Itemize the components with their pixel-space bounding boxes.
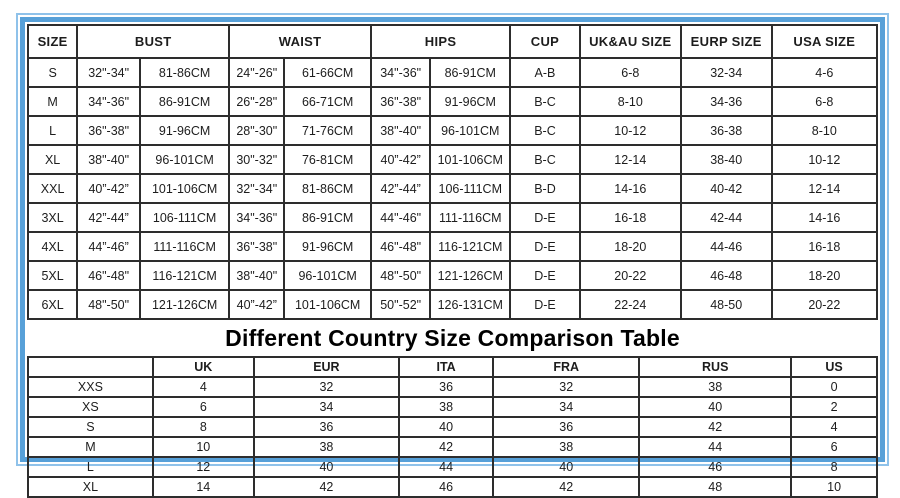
table-cell: 34"-36" — [371, 58, 430, 87]
header-bust: BUST — [77, 25, 229, 58]
table-cell: 38-40 — [681, 145, 772, 174]
table-cell: 8 — [791, 457, 877, 477]
table-cell: 61-66CM — [284, 58, 371, 87]
table-cell: 6-8 — [772, 87, 877, 116]
row-label-cell: M — [28, 87, 77, 116]
table-cell: 28"-30" — [229, 116, 284, 145]
table-cell: 44”-46” — [77, 232, 140, 261]
table-cell: 38"-40" — [77, 145, 140, 174]
inner-blue-frame — [20, 17, 885, 494]
table-cell: 38 — [493, 437, 639, 457]
table-cell: 86-91CM — [284, 203, 371, 232]
table-cell: 32 — [254, 377, 399, 397]
table-cell: 46"-48" — [371, 232, 430, 261]
table-cell: 48-50 — [681, 290, 772, 319]
table-cell: 4-6 — [772, 58, 877, 87]
row-label-cell: L — [28, 457, 153, 477]
table-cell: 2 — [791, 397, 877, 417]
header-blank — [28, 357, 153, 377]
row-label-cell: 4XL — [28, 232, 77, 261]
table-cell: 40-42 — [681, 174, 772, 203]
table-cell: 42 — [493, 477, 639, 497]
table-cell: 42 — [639, 417, 791, 437]
table-cell: 40”-42” — [229, 290, 284, 319]
row-label-cell: L — [28, 116, 77, 145]
row-label-cell: XS — [28, 397, 153, 417]
row-label-cell: S — [28, 58, 77, 87]
table-cell: 116-121CM — [430, 232, 510, 261]
table-cell: 101-106CM — [284, 290, 371, 319]
table-cell: 26"-28" — [229, 87, 284, 116]
table-cell: 81-86CM — [140, 58, 229, 87]
table-cell: 86-91CM — [140, 87, 229, 116]
header-eurp-size: EURP SIZE — [681, 25, 772, 58]
table-cell: 32"-34" — [229, 174, 284, 203]
table-cell: 106-111CM — [430, 174, 510, 203]
table-cell: D-E — [510, 232, 580, 261]
table-row — [28, 145, 877, 174]
row-label-cell: 6XL — [28, 290, 77, 319]
table-cell: 66-71CM — [284, 87, 371, 116]
table-cell: 12-14 — [580, 145, 681, 174]
table-cell: 46"-48" — [77, 261, 140, 290]
table-cell: 91-96CM — [284, 232, 371, 261]
table-cell: 36"-38" — [229, 232, 284, 261]
header-rus: RUS — [639, 357, 791, 377]
table-cell: 96-101CM — [430, 116, 510, 145]
table-cell: 30"-32" — [229, 145, 284, 174]
table-cell: 38"-40" — [371, 116, 430, 145]
header-waist: WAIST — [229, 25, 371, 58]
table-cell: 10-12 — [772, 145, 877, 174]
table-row — [28, 261, 877, 290]
header-uk-au-size: UK&AU SIZE — [580, 25, 681, 58]
table-cell: 81-86CM — [284, 174, 371, 203]
table-cell: 38 — [254, 437, 399, 457]
table-cell: 20-22 — [580, 261, 681, 290]
table-cell: 36-38 — [681, 116, 772, 145]
table-cell: 46 — [399, 477, 493, 497]
table-cell: 50"-52" — [371, 290, 430, 319]
table-cell: 10 — [791, 477, 877, 497]
table-cell: 126-131CM — [430, 290, 510, 319]
table-cell: 6-8 — [580, 58, 681, 87]
header-eur: EUR — [254, 357, 399, 377]
row-label-cell: XL — [28, 477, 153, 497]
table-cell: B-D — [510, 174, 580, 203]
table-cell: 40 — [639, 397, 791, 417]
table-cell: 111-116CM — [140, 232, 229, 261]
table-cell: 48"-50" — [77, 290, 140, 319]
table-cell: 0 — [791, 377, 877, 397]
table-cell: 121-126CM — [140, 290, 229, 319]
header-size: SIZE — [28, 25, 77, 58]
table-cell: 34-36 — [681, 87, 772, 116]
table-cell: 12 — [153, 457, 254, 477]
row-label-cell: XL — [28, 145, 77, 174]
table-row — [28, 232, 877, 261]
header-uk: UK — [153, 357, 254, 377]
table-cell: 32-34 — [681, 58, 772, 87]
table-cell: 10 — [153, 437, 254, 457]
table-cell: 38 — [399, 397, 493, 417]
table-row — [28, 477, 877, 497]
header-ita: ITA — [399, 357, 493, 377]
table-cell: 6 — [791, 437, 877, 457]
table-cell: 32 — [493, 377, 639, 397]
table-cell: 14-16 — [772, 203, 877, 232]
table-cell: 10-12 — [580, 116, 681, 145]
table-cell: A-B — [510, 58, 580, 87]
table-cell: 34"-36" — [229, 203, 284, 232]
table-row — [28, 87, 877, 116]
row-label-cell: S — [28, 417, 153, 437]
table-cell: D-E — [510, 203, 580, 232]
comparison-header-row — [28, 357, 877, 377]
header-us: US — [791, 357, 877, 377]
table-cell: 8-10 — [772, 116, 877, 145]
table-cell: 40 — [493, 457, 639, 477]
table-cell: 91-96CM — [140, 116, 229, 145]
size-chart-table — [27, 24, 878, 320]
table-row — [28, 457, 877, 477]
table-cell: 111-116CM — [430, 203, 510, 232]
table-cell: 48"-50" — [371, 261, 430, 290]
table-cell: 16-18 — [580, 203, 681, 232]
table-cell: 14-16 — [580, 174, 681, 203]
table-row — [28, 417, 877, 437]
table-cell: 22-24 — [580, 290, 681, 319]
table-cell: D-E — [510, 290, 580, 319]
table-cell: 34"-36" — [77, 87, 140, 116]
table-cell: 14 — [153, 477, 254, 497]
table-cell: 18-20 — [580, 232, 681, 261]
header-cup: CUP — [510, 25, 580, 58]
table-cell: B-C — [510, 87, 580, 116]
table-row — [28, 290, 877, 319]
table-cell: 40”-42” — [371, 145, 430, 174]
table-row — [28, 116, 877, 145]
header-usa-size: USA SIZE — [772, 25, 877, 58]
table-cell: 6 — [153, 397, 254, 417]
header-hips: HIPS — [371, 25, 510, 58]
table-cell: 46 — [639, 457, 791, 477]
table-cell: B-C — [510, 116, 580, 145]
table-cell: 36 — [399, 377, 493, 397]
table-cell: 42-44 — [681, 203, 772, 232]
row-label-cell: XXS — [28, 377, 153, 397]
table-cell: 4 — [153, 377, 254, 397]
table-cell: B-C — [510, 145, 580, 174]
table-cell: 48 — [639, 477, 791, 497]
row-label-cell: XXL — [28, 174, 77, 203]
table-row — [28, 174, 877, 203]
table-cell: 4 — [791, 417, 877, 437]
header-fra: FRA — [493, 357, 639, 377]
table-cell: 8 — [153, 417, 254, 437]
table-cell: 101-106CM — [430, 145, 510, 174]
table-cell: 34 — [493, 397, 639, 417]
comparison-title: Different Country Size Comparison Table — [225, 324, 680, 351]
table-cell: 101-106CM — [140, 174, 229, 203]
table-cell: D-E — [510, 261, 580, 290]
table-cell: 24"-26" — [229, 58, 284, 87]
table-cell: 44-46 — [681, 232, 772, 261]
table-cell: 40”-42” — [77, 174, 140, 203]
table-cell: 44 — [399, 457, 493, 477]
table-cell: 34 — [254, 397, 399, 417]
size-chart-header-row — [28, 25, 877, 58]
table-cell: 18-20 — [772, 261, 877, 290]
table-cell: 42”-44” — [371, 174, 430, 203]
table-cell: 86-91CM — [430, 58, 510, 87]
table-cell: 36"-38" — [77, 116, 140, 145]
table-cell: 16-18 — [772, 232, 877, 261]
table-cell: 36"-38" — [371, 87, 430, 116]
table-cell: 106-111CM — [140, 203, 229, 232]
table-cell: 116-121CM — [140, 261, 229, 290]
table-row — [28, 203, 877, 232]
table-cell: 36 — [493, 417, 639, 437]
table-cell: 76-81CM — [284, 145, 371, 174]
table-cell: 42”-44” — [77, 203, 140, 232]
table-cell: 38"-40" — [229, 261, 284, 290]
table-cell: 96-101CM — [140, 145, 229, 174]
table-row — [28, 437, 877, 457]
outer-blue-frame — [16, 13, 889, 494]
row-label-cell: 3XL — [28, 203, 77, 232]
table-cell: 96-101CM — [284, 261, 371, 290]
row-label-cell: M — [28, 437, 153, 457]
table-cell: 40 — [399, 417, 493, 437]
table-row — [28, 377, 877, 397]
table-cell: 12-14 — [772, 174, 877, 203]
table-cell: 46-48 — [681, 261, 772, 290]
table-cell: 32"-34" — [77, 58, 140, 87]
table-row — [28, 397, 877, 417]
table-cell: 42 — [254, 477, 399, 497]
table-cell: 8-10 — [580, 87, 681, 116]
table-row — [28, 58, 877, 87]
table-cell: 36 — [254, 417, 399, 437]
row-label-cell: 5XL — [28, 261, 77, 290]
table-cell: 40 — [254, 457, 399, 477]
table-cell: 91-96CM — [430, 87, 510, 116]
table-cell: 121-126CM — [430, 261, 510, 290]
table-cell: 20-22 — [772, 290, 877, 319]
table-cell: 38 — [639, 377, 791, 397]
comparison-table — [27, 356, 878, 498]
table-cell: 71-76CM — [284, 116, 371, 145]
table-cell: 44 — [639, 437, 791, 457]
table-cell: 44"-46" — [371, 203, 430, 232]
table-cell: 42 — [399, 437, 493, 457]
